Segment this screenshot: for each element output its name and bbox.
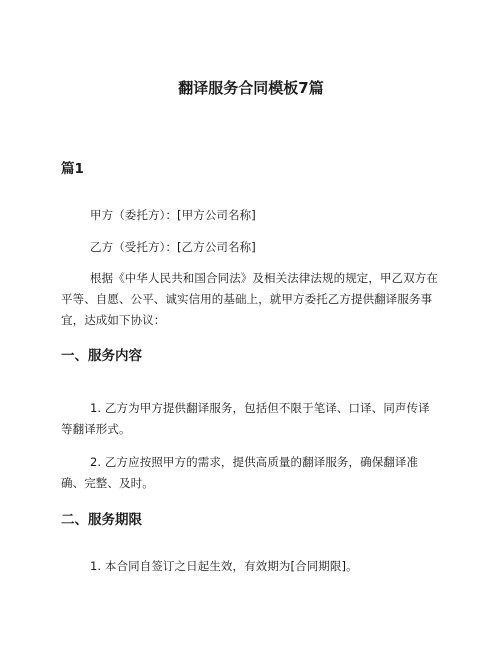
- section-heading-service-term: 二、服务期限: [61, 512, 142, 528]
- clause-service-term-1: 1. 本合同自签订之日起生效，有效期为[合同期限]。: [90, 559, 358, 573]
- clause-service-content-2: 2. 乙方应按照甲方的需求，提供高质量的翻译服务，确保翻译准确、完整、及时。: [61, 455, 419, 490]
- section-heading-service-content: 一、服务内容: [61, 348, 142, 364]
- document-title: 翻译服务合同模板7篇: [178, 79, 324, 97]
- part-heading: 篇1: [61, 161, 84, 177]
- clause-service-content-1: 1. 乙方为甲方提供翻译服务，包括但不限于笔译、口译、同声传译等翻译形式。: [61, 401, 430, 436]
- preamble-paragraph: 根据《中华人民共和国合同法》及相关法律法规的规定，甲乙双方在平等、自愿、公平、诚实信用的基础上，就甲方委托乙方提供翻译服务事宜，达成如下协议：: [61, 271, 438, 327]
- party-a-line: 甲方（委托方）：[甲方公司名称]: [90, 208, 256, 222]
- party-b-line: 乙方（受托方）：[乙方公司名称]: [90, 240, 256, 254]
